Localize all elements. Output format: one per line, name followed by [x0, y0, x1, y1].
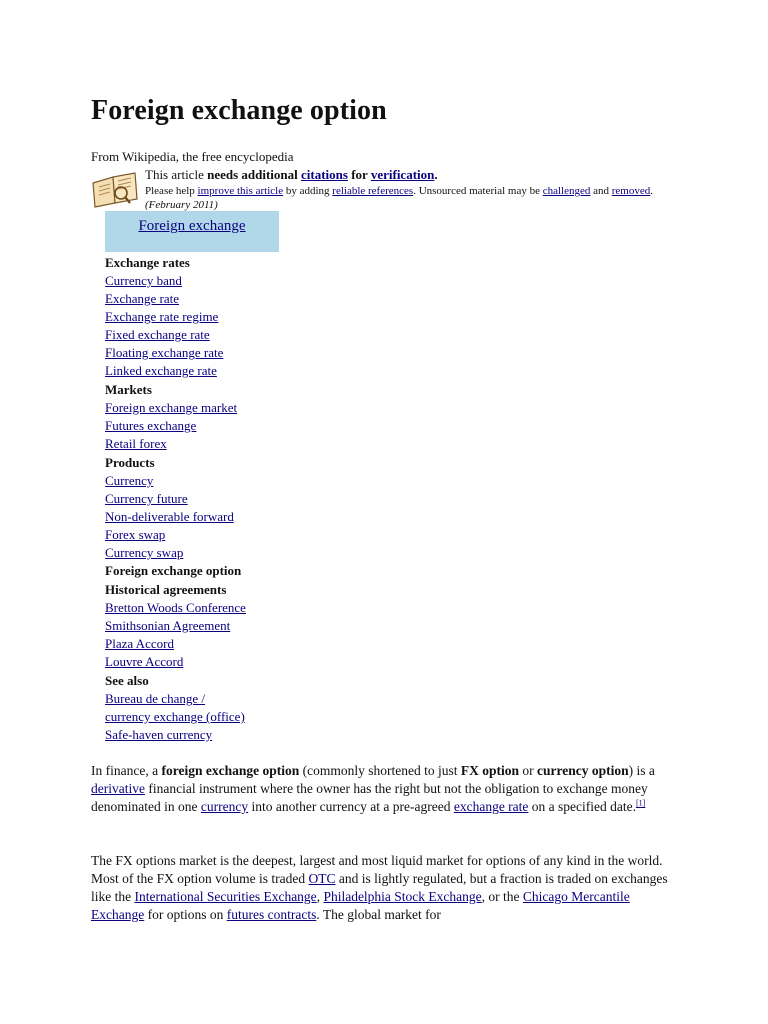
navbox-group-products: Products — [105, 455, 155, 470]
book-icon — [91, 169, 139, 209]
navbox-link-exchange-rate-regime[interactable]: Exchange rate regime — [105, 309, 219, 324]
navbox-link-bretton-woods[interactable]: Bretton Woods Conference — [105, 600, 246, 615]
navbox-link-safe-haven-currency[interactable]: Safe-haven currency — [105, 727, 213, 742]
challenged-link[interactable]: challenged — [542, 185, 591, 197]
verification-link[interactable]: verification — [370, 167, 435, 182]
navbox-link-currency-future[interactable]: Currency future — [105, 491, 188, 506]
reference-1-link[interactable]: [1] — [636, 798, 646, 808]
navbox-group-markets: Markets — [105, 382, 152, 397]
navbox-link-currency-exchange-office[interactable]: currency exchange (office) — [105, 709, 245, 724]
navbox-link-floating-exchange-rate[interactable]: Floating exchange rate — [105, 345, 224, 360]
navbox-group-see-also: See also — [105, 673, 149, 688]
navbox-link-bureau-de-change[interactable]: Bureau de change / — [105, 691, 205, 706]
navbox-link-fixed-exchange-rate[interactable]: Fixed exchange rate — [105, 327, 210, 342]
navbox-link-non-deliverable-forward[interactable]: Non-deliverable forward — [105, 509, 234, 524]
citations-link[interactable]: citations — [301, 167, 348, 182]
navbox-header — [105, 211, 279, 252]
otc-link[interactable]: OTC — [308, 871, 336, 886]
navbox-current-page: Foreign exchange option — [105, 563, 242, 578]
cme-link[interactable]: Chicago Mercantile Exchange — [91, 889, 630, 922]
navbox-link-currency[interactable]: Currency — [105, 473, 154, 488]
navbox-link-currency-band[interactable]: Currency band — [105, 273, 182, 288]
page-title: Foreign exchange option — [91, 95, 387, 126]
navbox-link-currency-swap[interactable]: Currency swap — [105, 545, 184, 560]
futures-contracts-link[interactable]: futures contracts — [226, 907, 317, 922]
intro-paragraph: In finance, a foreign exchange option (commonly shortened to just FX option or currency option) is a derivative financial instrument where the owner has the right but not the obligation to exchange money denominated in one currency into another currency at a pre-agreed exchange rate on a specified date.[1] — [91, 763, 655, 814]
reliable-references-link[interactable]: reliable references — [332, 185, 414, 197]
navbox-title-link[interactable]: Foreign exchange — [138, 218, 246, 234]
ise-link[interactable]: International Securities Exchange — [134, 889, 317, 904]
navbox-link-plaza-accord[interactable]: Plaza Accord — [105, 636, 174, 651]
foreign-exchange-navbox — [105, 211, 279, 744]
navbox-link-forex-swap[interactable]: Forex swap — [105, 527, 166, 542]
navbox-group-historical-agreements: Historical agreements — [105, 582, 227, 597]
notice-line-1: This article needs additional citations for verification. — [145, 167, 438, 182]
navbox-link-smithsonian-agreement[interactable]: Smithsonian Agreement — [105, 618, 231, 633]
navbox-link-futures-exchange[interactable]: Futures exchange — [105, 418, 197, 433]
navbox-link-retail-forex[interactable]: Retail forex — [105, 436, 167, 451]
navbox-link-exchange-rate[interactable]: Exchange rate — [105, 291, 179, 306]
navbox-link-linked-exchange-rate[interactable]: Linked exchange rate — [105, 363, 217, 378]
navbox-link-foreign-exchange-market[interactable]: Foreign exchange market — [105, 400, 238, 415]
navbox-group-exchange-rates: Exchange rates — [105, 255, 190, 270]
notice-line-2: Please help improve this article by adding reliable references. Unsourced material may be challenged and removed. (February 2011) — [145, 185, 653, 211]
page-subtitle: From Wikipedia, the free encyclopedia — [91, 149, 294, 164]
removed-link[interactable]: removed — [611, 185, 651, 197]
market-paragraph: The FX options market is the deepest, largest and most liquid market for options of any kind in the world. Most of the FX option volume is traded OTC and is lightly regulated, but a fraction is traded on exchanges like the International Securities Exchange, Philadelphia Stock Exchange, or the Chicago Mercantile Exchange for options on futures contracts. The global market for — [91, 853, 668, 922]
exchange-rate-link[interactable]: exchange rate — [453, 799, 529, 814]
phlx-link[interactable]: Philadelphia Stock Exchange — [323, 889, 482, 904]
derivative-link[interactable]: derivative — [91, 781, 145, 796]
navbox-link-louvre-accord[interactable]: Louvre Accord — [105, 654, 184, 669]
currency-link[interactable]: currency — [200, 799, 249, 814]
improve-article-link[interactable]: improve this article — [197, 185, 284, 197]
